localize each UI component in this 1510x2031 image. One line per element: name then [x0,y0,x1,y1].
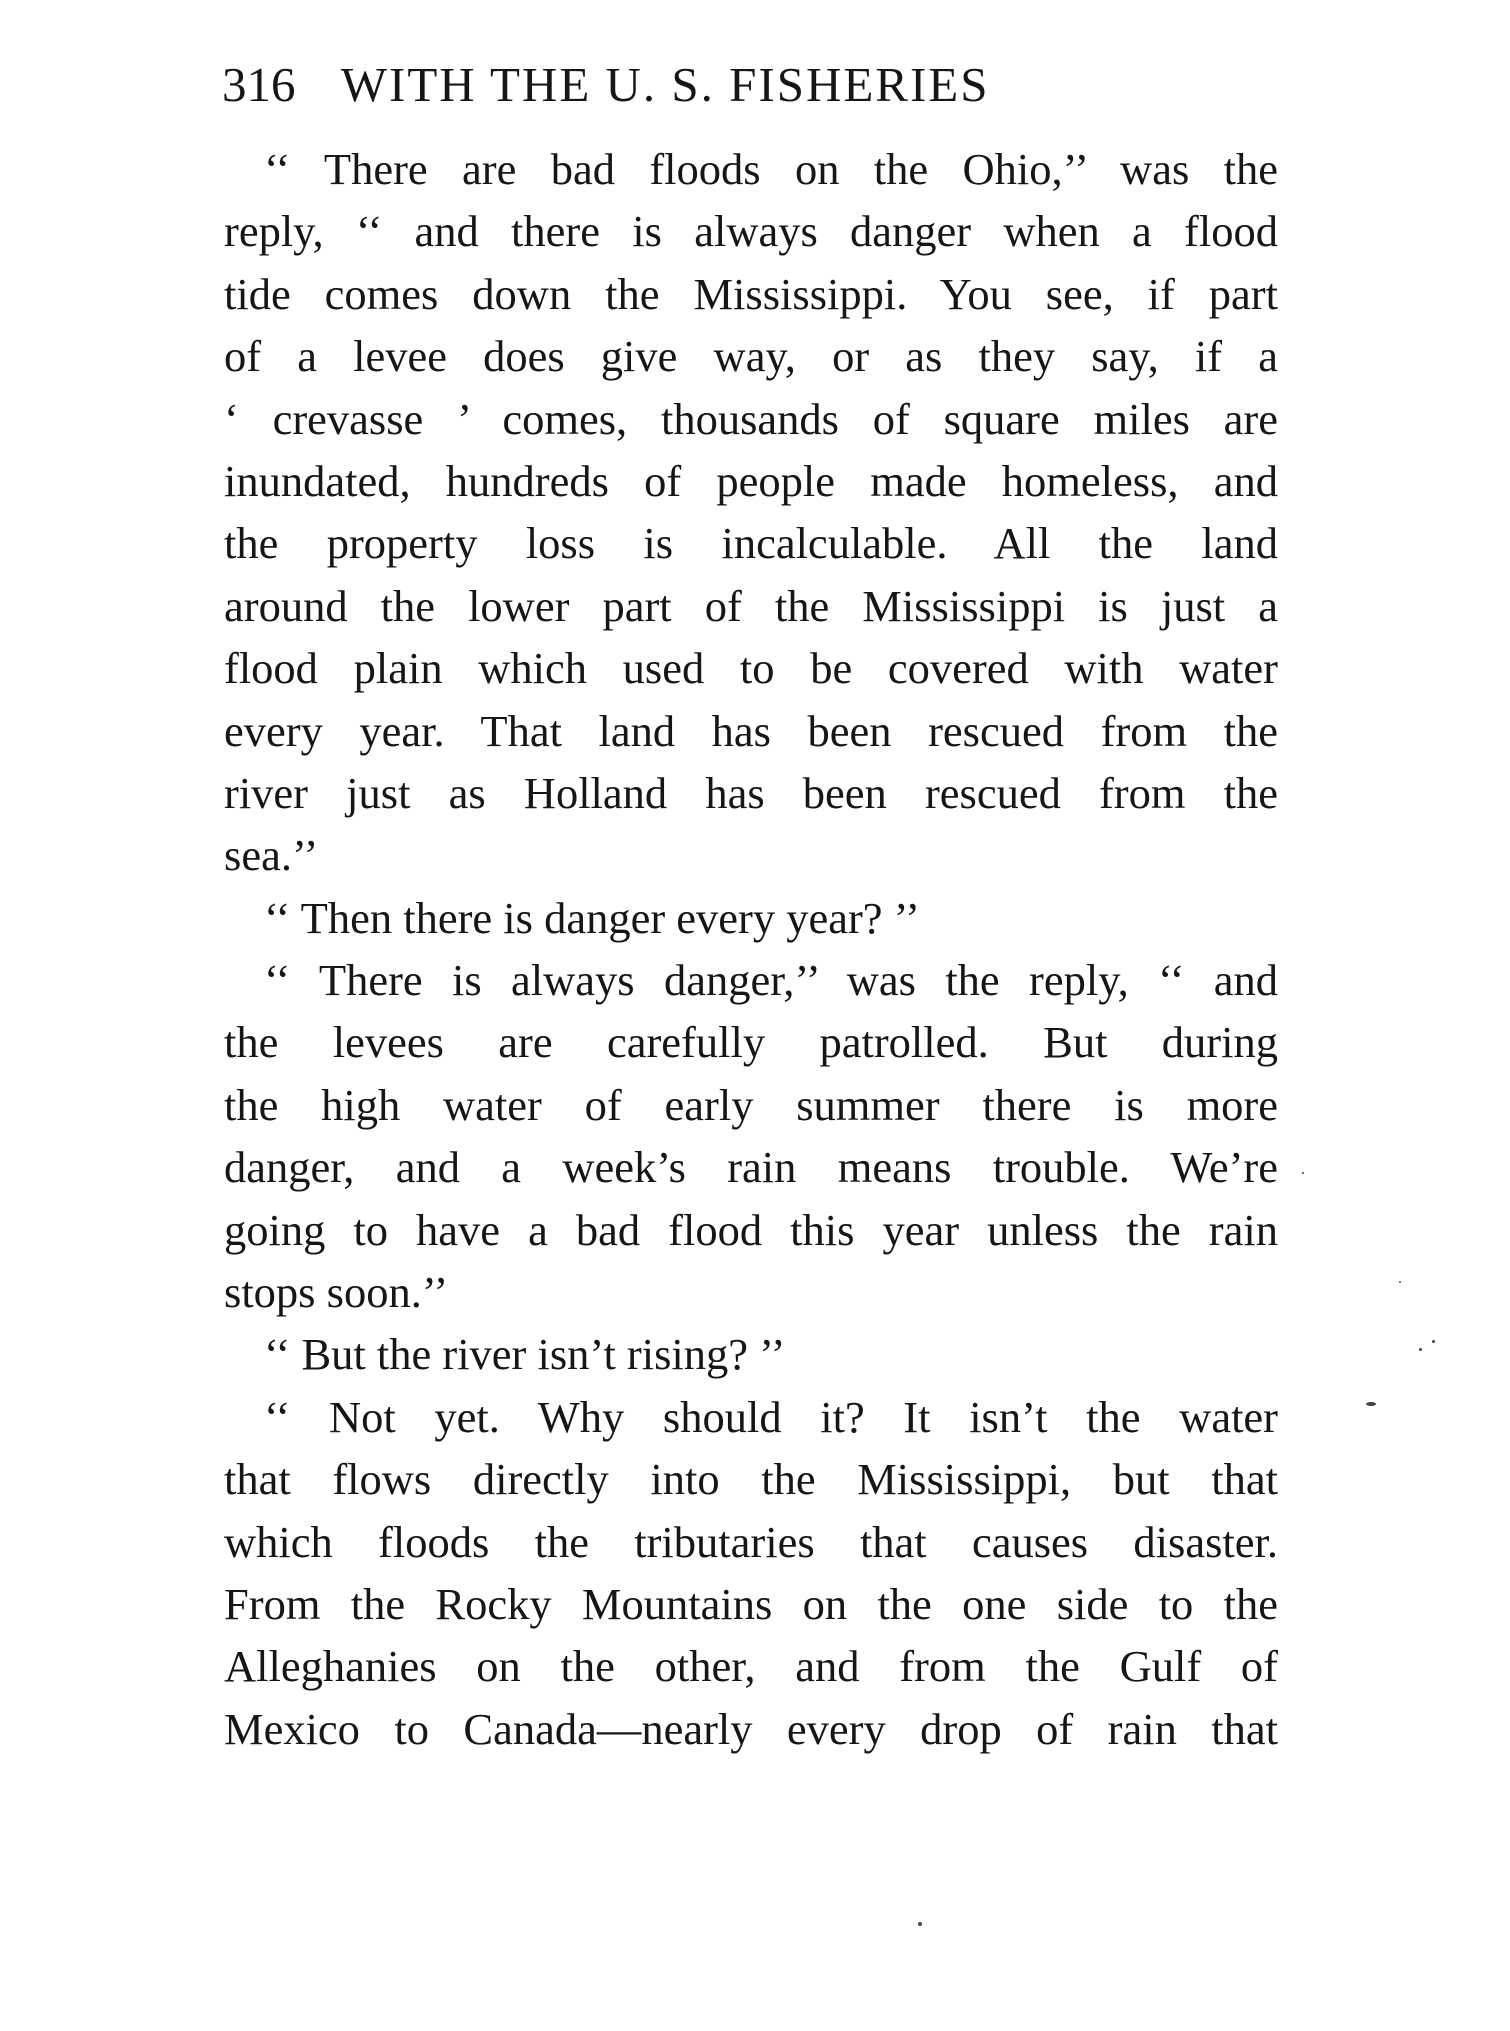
text-line: ‘‘ There is always danger,’’ was the reply, ‘‘ and [264,955,1278,1006]
text-line: tide comes down the Mississippi. You see, if part [224,268,1278,319]
text-line: Mexico to Canada—nearly every drop of rain that [224,1703,1278,1754]
running-head [222,50,1282,120]
text-line: danger, and a week’s rain means trouble. We’re [224,1142,1278,1193]
text-line: From the Rocky Mountains on the one side to the [224,1578,1278,1629]
body-text [224,138,1278,1760]
scan-speck [1432,1340,1435,1343]
text-line: the high water of early summer there is more [224,1079,1278,1130]
scan-speck [1366,1402,1376,1406]
page-number: 316 [222,57,296,112]
text-line: sea.’’ [224,830,319,881]
text-line: river just as Holland has been rescued from the [224,767,1278,818]
running-title: WITH THE U. S. FISHERIES [340,57,990,112]
text-line: ‘‘ There are bad floods on the Ohio,’’ was the [264,144,1278,194]
text-line: the property loss is incalculable. All the land [224,518,1278,569]
text-line: that flows directly into the Mississippi, but that [224,1454,1278,1505]
text-line: ‘‘ Not yet. Why should it? It isn’t the water [264,1391,1278,1442]
text-line: of a levee does give way, or as they say, if a [224,331,1278,382]
text-line: reply, ‘‘ and there is always danger when a flood [224,206,1278,257]
scan-speck [1419,1348,1422,1351]
text-line: ‘‘ Then there is danger every year? ’’ [264,892,921,943]
text-line: Alleghanies on the other, and from the Gulf of [224,1641,1278,1692]
text-line: flood plain which used to be covered with water [224,643,1278,694]
text-line: ‘ crevasse ’ comes, thousands of square miles are [224,393,1278,444]
scan-speck [1302,1172,1304,1174]
text-line: ‘‘ But the river isn’t rising? ’’ [264,1329,786,1380]
text-line: inundated, hundreds of people made homeless, and [224,455,1278,506]
text-line: every year. That land has been rescued from the [224,705,1278,756]
text-line: stops soon.’’ [224,1267,449,1318]
scan-speck [918,1922,922,1926]
text-line: the levees are carefully patrolled. But during [224,1017,1278,1068]
scan-speck [1399,1281,1401,1283]
text-line: around the lower part of the Mississippi is just a [224,580,1278,631]
text-line: going to have a bad flood this year unless the rain [224,1204,1278,1255]
text-line: which floods the tributaries that causes disaster. [224,1516,1278,1567]
